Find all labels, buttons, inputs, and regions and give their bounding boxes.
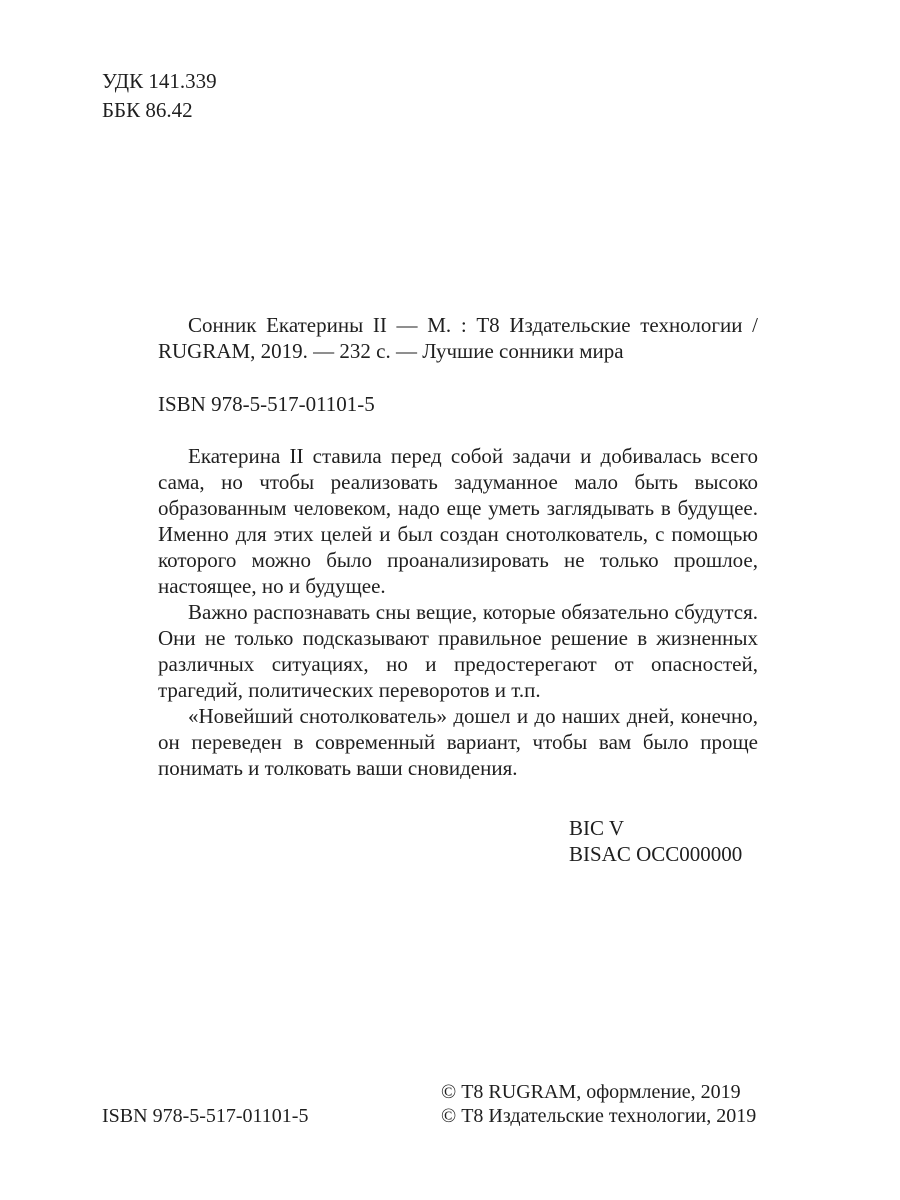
copyright-publisher: © Т8 Издательские технологии, 2019 <box>441 1105 757 1127</box>
isbn-footer: ISBN 978-5-517-01101-5 <box>102 1105 309 1127</box>
udk-code: УДК 141.339 <box>102 69 217 93</box>
annotation-paragraph: «Новейший снотолкователь» дошел и до наших дней, конечно, он переведен в современный вариант, чтобы вам было проще понимать и толковать ваши сновидения. <box>158 704 758 780</box>
bibliographic-entry <box>158 312 758 364</box>
bbk-code: ББК 86.42 <box>102 98 193 122</box>
bisac-code: BISAC OCC000000 <box>569 842 743 866</box>
copyright-design: © Т8 RUGRAM, оформление, 2019 <box>441 1081 741 1103</box>
copyrights <box>441 1080 756 1128</box>
bibliographic-entry-text: Сонник Екатерины II — М. : Т8 Издательские технологии / RUGRAM, 2019. — 232 с. — Лучшие сонники мира <box>158 313 758 363</box>
subject-codes <box>569 815 742 867</box>
isbn-line: ISBN 978-5-517-01101-5 <box>158 392 375 416</box>
annotation <box>158 443 758 781</box>
annotation-paragraph: Екатерина II ставила перед собой задачи и добивалась всего сама, но чтобы реализовать задуманное мало быть высоко образованным человеком, надо еще уметь заглядывать в будущее. Именно для этих целей и был создан снотолкователь, с помощью которого можно было проанализировать не только прошлое, настоящее, но и будущее. <box>158 444 758 598</box>
annotation-paragraph: Важно распознавать сны вещие, которые обязательно сбудутся. Они не только подсказывают правильное решение в жизненных различных ситуациях, но и предостерегают от опасностей, трагедий, политических переворотов и т.п. <box>158 600 758 702</box>
bic-code: BIC V <box>569 816 625 840</box>
